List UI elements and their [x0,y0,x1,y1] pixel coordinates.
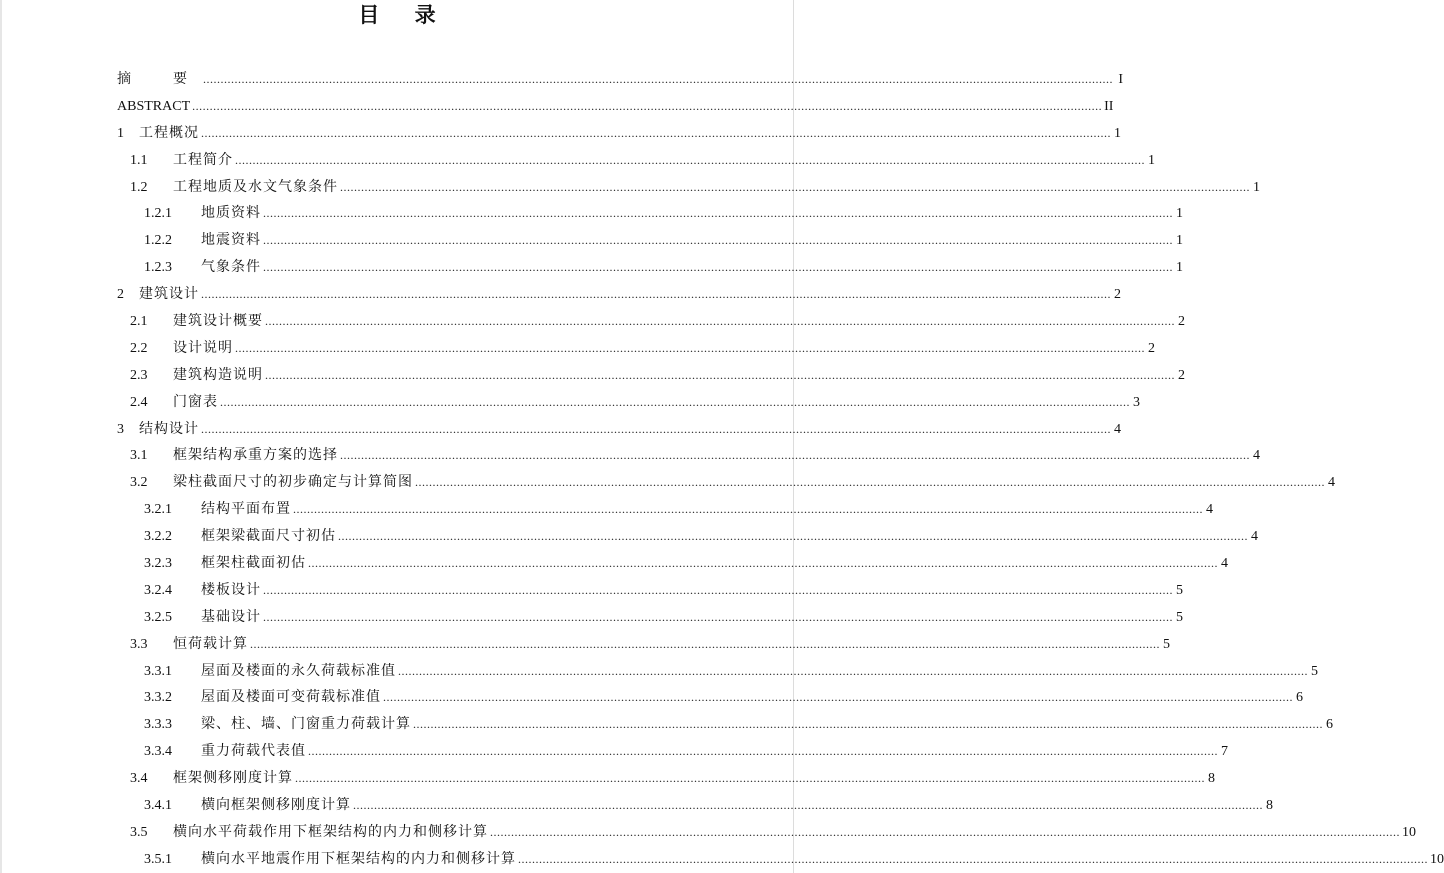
toc-entry[interactable] [0,523,1258,550]
toc-entry[interactable] [0,658,1318,685]
table-of-contents [0,66,1444,873]
toc-entry-page: 5 [1163,636,1170,652]
toc-leader-dots: .................................................................................................................................................................................................................................................................... [295,771,1205,786]
toc-entry-number: 3.5.1 [144,851,172,867]
toc-entry-number: 3.2.4 [144,582,172,598]
toc-entry-label: 气象条件 [201,260,261,276]
toc-entry[interactable] [0,120,1121,147]
toc-entry[interactable] [0,200,1183,227]
toc-entry-page: 1 [1176,260,1183,276]
toc-entry-page: 6 [1326,717,1333,733]
toc-leader-dots: .................................................................................................................................................................................................................................................................... [265,367,1175,382]
page-title: 目 录 [358,3,450,27]
toc-entry[interactable] [0,389,1140,416]
toc-entry-page: 2 [1114,287,1121,303]
toc-entry-number: 3.3.4 [144,744,172,760]
toc-entry-number: 3.3 [130,636,148,652]
toc-leader-dots: .................................................................................................................................................................................................................................................................... [338,529,1248,544]
toc-entry-number: 3.4 [130,771,148,787]
toc-leader-dots: .................................................................................................................................................................................................................................................................... [263,582,1173,597]
toc-entry-number: 2.2 [130,340,148,356]
toc-entry-number: 1.2.3 [144,260,172,276]
toc-leader-dots: .................................................................................................................................................................................................................................................................... [235,152,1145,167]
toc-entry-page: 5 [1311,663,1318,679]
toc-entry-label: 结构设计 [139,421,199,437]
toc-entry-number: 3.1 [130,448,148,464]
toc-entry[interactable] [0,281,1121,308]
toc-entry[interactable] [0,66,1123,93]
toc-entry[interactable] [0,604,1183,631]
toc-entry[interactable] [0,819,1416,846]
toc-entry-number: 3.5 [130,824,148,840]
toc-entry-page: 5 [1176,609,1183,625]
toc-leader-dots: .................................................................................................................................................................................................................................................................... [263,609,1173,624]
toc-entry[interactable] [0,93,1114,120]
toc-entry-number: 3.2.5 [144,609,172,625]
toc-entry-label: 工程概况 [139,125,199,141]
toc-entry-page: 4 [1206,502,1213,518]
toc-entry-number: 1 [117,125,124,141]
toc-entry[interactable] [0,254,1183,281]
toc-entry-number: 3.2.1 [144,502,172,518]
toc-leader-dots: .................................................................................................................................................................................................................................................................... [398,663,1308,678]
toc-entry-number: 3.3.3 [144,717,172,733]
toc-entry-number: 3.2.3 [144,556,172,572]
toc-leader-dots: .................................................................................................................................................................................................................................................................... [340,448,1250,463]
toc-entry-page: I [1118,72,1123,87]
toc-entry[interactable] [0,765,1215,792]
toc-entry-page: 4 [1328,475,1335,491]
toc-leader-dots: .................................................................................................................................................................................................................................................................... [413,717,1323,732]
toc-entry-label: 门窗表 [173,394,218,410]
toc-entry-page: 6 [1296,690,1303,706]
toc-entry-label: 工程地质及水文气象条件 [173,179,338,195]
toc-entry-label: 框架梁截面尺寸初估 [201,529,336,545]
toc-entry-number: 2 [117,287,124,303]
toc-entry-label: 梁、柱、墙、门窗重力荷载计算 [201,717,411,733]
toc-entry-number: 1.2.2 [144,233,172,249]
toc-entry[interactable] [0,738,1228,765]
toc-leader-dots: .................................................................................................................................................................................................................................................................... [201,421,1111,436]
toc-entry[interactable] [0,792,1273,819]
toc-entry-number: 3.3.1 [144,663,172,679]
toc-leader-dots: .................................................................................................................................................................................................................................................................... [192,98,1103,113]
toc-leader-dots: .................................................................................................................................................................................................................................................................... [235,340,1145,355]
toc-entry-label: 框架柱截面初估 [201,556,306,572]
toc-entry-label: 基础设计 [201,609,261,625]
toc-entry[interactable] [0,711,1333,738]
toc-entry-label: 楼板设计 [201,582,261,598]
toc-entry-label: 框架结构承重方案的选择 [173,448,338,464]
toc-entry-number: 2.4 [130,394,148,410]
toc-entry-page: 1 [1176,233,1183,249]
toc-entry-label: 摘 要 [117,72,201,87]
toc-entry[interactable] [0,174,1260,201]
toc-entry[interactable] [0,147,1155,174]
toc-entry-page: 5 [1176,582,1183,598]
toc-entry-page: 1 [1114,125,1121,141]
toc-entry-label: 建筑构造说明 [173,367,263,383]
toc-entry-page: 8 [1208,771,1215,787]
toc-entry-label: 横向水平地震作用下框架结构的内力和侧移计算 [201,851,516,867]
toc-entry-page: 4 [1253,448,1260,464]
toc-entry[interactable] [0,308,1185,335]
toc-leader-dots: .................................................................................................................................................................................................................................................................... [263,233,1173,248]
toc-entry-number: 3.2 [130,475,148,491]
toc-entry-label: 设计说明 [173,340,233,356]
toc-entry[interactable] [0,577,1183,604]
toc-leader-dots: .................................................................................................................................................................................................................................................................... [263,206,1173,221]
toc-leader-dots: .................................................................................................................................................................................................................................................................... [353,798,1263,813]
toc-entry[interactable] [0,469,1335,496]
toc-leader-dots: .................................................................................................................................................................................................................................................................... [490,824,1400,839]
toc-entry[interactable] [0,684,1303,711]
toc-leader-dots: .................................................................................................................................................................................................................................................................... [201,287,1111,302]
toc-leader-dots: .................................................................................................................................................................................................................................................................... [263,260,1173,275]
toc-leader-dots: .................................................................................................................................................................................................................................................................... [265,314,1175,329]
toc-entry-number: 2.1 [130,314,148,330]
toc-entry-page: 4 [1114,421,1121,437]
toc-entry-label: 横向框架侧移刚度计算 [201,798,351,814]
toc-leader-dots: .................................................................................................................................................................................................................................................................... [383,690,1293,705]
toc-entry-page: 1 [1253,179,1260,195]
toc-entry-page: 7 [1221,744,1228,760]
toc-leader-dots: .................................................................................................................................................................................................................................................................... [201,125,1111,140]
toc-entry-number: 3 [117,421,124,437]
toc-entry-number: 1.1 [130,152,148,168]
toc-entry-label: 框架侧移刚度计算 [173,771,293,787]
toc-entry-number: 2.3 [130,367,148,383]
toc-entry-page: 2 [1178,314,1185,330]
toc-leader-dots: .................................................................................................................................................................................................................................................................... [203,72,1113,86]
toc-entry-page: 3 [1133,394,1140,410]
toc-entry-page: 10 [1430,851,1444,867]
toc-leader-dots: .................................................................................................................................................................................................................................................................... [518,851,1428,866]
toc-entry-label: 地质资料 [201,206,261,222]
toc-entry-label: 恒荷载计算 [173,636,248,652]
toc-entry[interactable] [0,631,1170,658]
toc-entry-page: II [1104,98,1114,114]
toc-leader-dots: .................................................................................................................................................................................................................................................................... [415,475,1325,490]
toc-entry-page: 2 [1178,367,1185,383]
toc-entry-label: 横向水平荷载作用下框架结构的内力和侧移计算 [173,824,488,840]
toc-entry[interactable] [0,442,1260,469]
toc-entry[interactable] [0,335,1155,362]
toc-entry[interactable] [0,227,1183,254]
toc-entry[interactable] [0,496,1213,523]
toc-entry-label: 建筑设计概要 [173,314,263,330]
toc-entry-label: 屋面及楼面的永久荷载标准值 [201,663,396,679]
toc-entry-page: 2 [1148,340,1155,356]
toc-entry[interactable] [0,362,1185,389]
toc-entry-number: 3.4.1 [144,798,172,814]
toc-entry-page: 4 [1221,556,1228,572]
toc-entry-page: 8 [1266,798,1273,814]
toc-entry-page: 4 [1251,529,1258,545]
toc-entry-label: 屋面及楼面可变荷载标准值 [201,690,381,706]
toc-entry-number: 3.3.2 [144,690,172,706]
toc-leader-dots: .................................................................................................................................................................................................................................................................... [250,636,1160,651]
toc-entry-label: ABSTRACT [117,98,191,114]
toc-leader-dots: .................................................................................................................................................................................................................................................................... [340,179,1250,194]
toc-entry-label: 地震资料 [201,233,261,249]
toc-entry-number: 3.2.2 [144,529,172,545]
toc-leader-dots: .................................................................................................................................................................................................................................................................... [293,502,1203,517]
toc-entry[interactable] [0,416,1121,443]
toc-leader-dots: .................................................................................................................................................................................................................................................................... [308,556,1218,571]
toc-entry-page: 1 [1148,152,1155,168]
toc-entry-label: 工程简介 [173,152,233,168]
toc-leader-dots: .................................................................................................................................................................................................................................................................... [308,744,1218,759]
toc-entry-label: 重力荷载代表值 [201,744,306,760]
toc-entry-page: 1 [1176,206,1183,222]
toc-entry-page: 10 [1402,824,1416,840]
toc-entry[interactable] [0,550,1228,577]
toc-entry-number: 1.2.1 [144,206,172,222]
toc-entry[interactable] [0,846,1444,873]
toc-entry-label: 结构平面布置 [201,502,291,518]
toc-entry-label: 梁柱截面尺寸的初步确定与计算简图 [173,475,413,491]
toc-entry-label: 建筑设计 [139,287,199,303]
toc-leader-dots: .................................................................................................................................................................................................................................................................... [220,394,1130,409]
toc-entry-number: 1.2 [130,179,148,195]
